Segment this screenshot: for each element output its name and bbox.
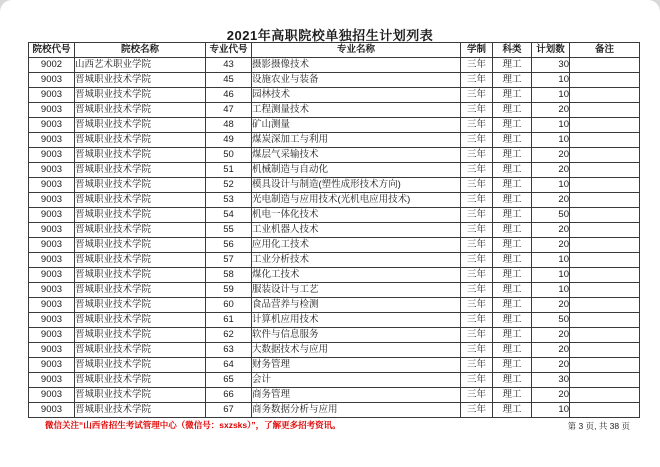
cell-college-code: 9003 [29,313,75,328]
table-row [29,358,640,373]
cell-college-code: 9003 [29,328,75,343]
cell-subject-type: 理工 [493,268,532,283]
header-plan-count: 计划数 [532,43,570,58]
cell-subject-type: 理工 [493,358,532,373]
cell-duration: 三年 [461,193,493,208]
table-row [29,88,640,103]
table-row [29,163,640,178]
cell-college-code: 9003 [29,178,75,193]
cell-duration: 三年 [461,268,493,283]
cell-college-name: 晋城职业技术学院 [75,163,206,178]
cell-subject-type: 理工 [493,223,532,238]
cell-major-name: 食品营养与检测 [252,298,461,313]
cell-plan-count: 50 [532,313,570,328]
table-row [29,133,640,148]
cell-duration: 三年 [461,103,493,118]
cell-college-name: 晋城职业技术学院 [75,193,206,208]
cell-duration: 三年 [461,133,493,148]
cell-remarks [570,118,640,133]
cell-remarks [570,343,640,358]
cell-remarks [570,298,640,313]
cell-duration: 三年 [461,358,493,373]
cell-college-name: 晋城职业技术学院 [75,148,206,163]
cell-major-name: 机械制造与自动化 [252,163,461,178]
cell-college-code: 9003 [29,163,75,178]
cell-subject-type: 理工 [493,298,532,313]
cell-remarks [570,238,640,253]
cell-remarks [570,208,640,223]
cell-major-code: 53 [206,193,252,208]
cell-college-code: 9003 [29,118,75,133]
cell-college-name: 晋城职业技术学院 [75,403,206,418]
cell-major-code: 65 [206,373,252,388]
cell-remarks [570,388,640,403]
cell-duration: 三年 [461,388,493,403]
cell-college-name: 晋城职业技术学院 [75,343,206,358]
cell-college-code: 9003 [29,253,75,268]
cell-plan-count: 10 [532,133,570,148]
cell-plan-count: 10 [532,73,570,88]
cell-major-code: 52 [206,178,252,193]
cell-remarks [570,178,640,193]
cell-major-name: 工业分析技术 [252,253,461,268]
cell-college-code: 9003 [29,358,75,373]
wechat-notice: 微信关注“山西省招生考试管理中心（微信号：sxzsks）”，了解更多招考资讯。 [45,420,341,430]
cell-remarks [570,133,640,148]
cell-subject-type: 理工 [493,178,532,193]
cell-subject-type: 理工 [493,253,532,268]
cell-college-name: 晋城职业技术学院 [75,313,206,328]
cell-major-code: 47 [206,103,252,118]
cell-college-name: 晋城职业技术学院 [75,208,206,223]
cell-major-code: 67 [206,403,252,418]
cell-major-code: 46 [206,88,252,103]
cell-college-name: 晋城职业技术学院 [75,178,206,193]
cell-college-code: 9003 [29,403,75,418]
cell-college-name: 晋城职业技术学院 [75,103,206,118]
cell-college-name: 晋城职业技术学院 [75,298,206,313]
cell-major-code: 57 [206,253,252,268]
table-row [29,403,640,418]
cell-college-name: 晋城职业技术学院 [75,223,206,238]
table-row [29,328,640,343]
cell-major-code: 66 [206,388,252,403]
cell-major-name: 园林技术 [252,88,461,103]
cell-subject-type: 理工 [493,388,532,403]
table-row [29,148,640,163]
cell-subject-type: 理工 [493,403,532,418]
cell-major-name: 矿山测量 [252,118,461,133]
cell-college-name: 晋城职业技术学院 [75,373,206,388]
cell-subject-type: 理工 [493,373,532,388]
table-row [29,223,640,238]
cell-plan-count: 10 [532,118,570,133]
cell-duration: 三年 [461,238,493,253]
cell-plan-count: 20 [532,328,570,343]
table-row [29,253,640,268]
cell-college-code: 9003 [29,73,75,88]
cell-major-code: 51 [206,163,252,178]
cell-subject-type: 理工 [493,118,532,133]
table-row [29,103,640,118]
cell-plan-count: 20 [532,238,570,253]
cell-major-name: 财务管理 [252,358,461,373]
cell-remarks [570,163,640,178]
cell-duration: 三年 [461,313,493,328]
cell-subject-type: 理工 [493,148,532,163]
cell-plan-count: 20 [532,358,570,373]
cell-college-code: 9003 [29,148,75,163]
cell-major-code: 59 [206,283,252,298]
cell-major-code: 60 [206,298,252,313]
cell-major-name: 大数据技术与应用 [252,343,461,358]
cell-plan-count: 10 [532,253,570,268]
cell-major-code: 54 [206,208,252,223]
cell-college-name: 山西艺术职业学院 [75,58,206,73]
cell-college-code: 9003 [29,103,75,118]
cell-subject-type: 理工 [493,58,532,73]
header-college-name: 院校名称 [75,43,206,58]
table-header [29,43,640,58]
cell-major-code: 55 [206,223,252,238]
cell-subject-type: 理工 [493,163,532,178]
cell-subject-type: 理工 [493,343,532,358]
cell-college-code: 9003 [29,133,75,148]
cell-remarks [570,103,640,118]
cell-remarks [570,403,640,418]
cell-major-name: 软件与信息服务 [252,328,461,343]
cell-major-name: 煤炭深加工与利用 [252,133,461,148]
cell-major-code: 49 [206,133,252,148]
cell-remarks [570,88,640,103]
cell-major-name: 计算机应用技术 [252,313,461,328]
cell-major-code: 50 [206,148,252,163]
cell-plan-count: 20 [532,103,570,118]
cell-duration: 三年 [461,373,493,388]
header-subject-type: 科类 [493,43,532,58]
cell-remarks [570,268,640,283]
table-row [29,373,640,388]
cell-plan-count: 10 [532,88,570,103]
cell-subject-type: 理工 [493,328,532,343]
plan-table-body [29,58,640,418]
table-row [29,118,640,133]
cell-major-code: 63 [206,343,252,358]
cell-college-name: 晋城职业技术学院 [75,118,206,133]
cell-remarks [570,193,640,208]
cell-plan-count: 10 [532,268,570,283]
cell-subject-type: 理工 [493,283,532,298]
cell-college-code: 9003 [29,343,75,358]
table-row [29,298,640,313]
cell-remarks [570,58,640,73]
cell-college-name: 晋城职业技术学院 [75,253,206,268]
cell-remarks [570,223,640,238]
cell-college-code: 9003 [29,193,75,208]
cell-major-code: 58 [206,268,252,283]
cell-college-code: 9003 [29,268,75,283]
table-row [29,313,640,328]
table-row [29,58,640,73]
cell-college-code: 9003 [29,373,75,388]
cell-college-code: 9003 [29,208,75,223]
cell-major-code: 43 [206,58,252,73]
page-title: 2021年高职院校单独招生计划列表 [226,28,434,43]
cell-plan-count: 20 [532,148,570,163]
cell-college-code: 9003 [29,238,75,253]
cell-plan-count: 20 [532,388,570,403]
cell-plan-count: 30 [532,373,570,388]
cell-remarks [570,358,640,373]
cell-major-name: 煤化工技术 [252,268,461,283]
cell-remarks [570,148,640,163]
cell-subject-type: 理工 [493,73,532,88]
table-row [29,238,640,253]
cell-college-name: 晋城职业技术学院 [75,73,206,88]
cell-college-name: 晋城职业技术学院 [75,238,206,253]
table-row [29,193,640,208]
cell-duration: 三年 [461,148,493,163]
cell-subject-type: 理工 [493,103,532,118]
table-row [29,208,640,223]
table-row [29,178,640,193]
cell-major-name: 设施农业与装备 [252,73,461,88]
cell-college-name: 晋城职业技术学院 [75,358,206,373]
cell-remarks [570,313,640,328]
cell-duration: 三年 [461,58,493,73]
cell-major-name: 光电制造与应用技术(光机电应用技术) [252,193,461,208]
cell-remarks [570,253,640,268]
table-row [29,283,640,298]
cell-duration: 三年 [461,178,493,193]
header-duration: 学制 [461,43,493,58]
cell-plan-count: 20 [532,223,570,238]
cell-college-name: 晋城职业技术学院 [75,88,206,103]
cell-duration: 三年 [461,253,493,268]
cell-duration: 三年 [461,343,493,358]
enrollment-plan-table [28,42,640,418]
cell-college-name: 晋城职业技术学院 [75,328,206,343]
cell-remarks [570,328,640,343]
cell-college-code: 9003 [29,88,75,103]
cell-duration: 三年 [461,223,493,238]
cell-major-name: 机电一体化技术 [252,208,461,223]
cell-remarks [570,73,640,88]
cell-college-code: 9003 [29,388,75,403]
cell-major-name: 应用化工技术 [252,238,461,253]
cell-college-code: 9003 [29,298,75,313]
cell-plan-count: 50 [532,208,570,223]
cell-plan-count: 10 [532,403,570,418]
cell-plan-count: 30 [532,58,570,73]
table-row [29,268,640,283]
cell-subject-type: 理工 [493,88,532,103]
cell-subject-type: 理工 [493,133,532,148]
cell-college-code: 9002 [29,58,75,73]
cell-subject-type: 理工 [493,238,532,253]
cell-plan-count: 10 [532,283,570,298]
cell-subject-type: 理工 [493,193,532,208]
cell-college-name: 晋城职业技术学院 [75,268,206,283]
cell-major-name: 会计 [252,373,461,388]
cell-college-name: 晋城职业技术学院 [75,283,206,298]
cell-remarks [570,373,640,388]
header-college-code: 院校代号 [29,43,75,58]
cell-major-code: 61 [206,313,252,328]
cell-major-name: 商务管理 [252,388,461,403]
cell-duration: 三年 [461,403,493,418]
cell-plan-count: 20 [532,193,570,208]
table-row [29,343,640,358]
cell-duration: 三年 [461,283,493,298]
cell-remarks [570,283,640,298]
cell-major-code: 48 [206,118,252,133]
cell-major-name: 煤层气采输技术 [252,148,461,163]
cell-duration: 三年 [461,73,493,88]
header-row [29,43,640,58]
cell-college-name: 晋城职业技术学院 [75,133,206,148]
cell-plan-count: 20 [532,163,570,178]
cell-duration: 三年 [461,328,493,343]
cell-college-code: 9003 [29,223,75,238]
cell-duration: 三年 [461,88,493,103]
cell-college-name: 晋城职业技术学院 [75,388,206,403]
cell-duration: 三年 [461,298,493,313]
cell-plan-count: 20 [532,298,570,313]
cell-plan-count: 20 [532,343,570,358]
cell-college-code: 9003 [29,283,75,298]
cell-major-code: 56 [206,238,252,253]
header-remarks: 备注 [570,43,640,58]
cell-major-code: 64 [206,358,252,373]
cell-duration: 三年 [461,118,493,133]
cell-major-name: 摄影摄像技术 [252,58,461,73]
header-major-code: 专业代号 [206,43,252,58]
cell-major-name: 工业机器人技术 [252,223,461,238]
cell-major-name: 工程测量技术 [252,103,461,118]
table-row [29,73,640,88]
cell-major-name: 服装设计与工艺 [252,283,461,298]
cell-duration: 三年 [461,208,493,223]
cell-major-name: 商务数据分析与应用 [252,403,461,418]
cell-major-code: 62 [206,328,252,343]
cell-plan-count: 10 [532,178,570,193]
cell-subject-type: 理工 [493,313,532,328]
cell-major-code: 45 [206,73,252,88]
header-major-name: 专业名称 [252,43,461,58]
cell-duration: 三年 [461,163,493,178]
cell-subject-type: 理工 [493,208,532,223]
table-row [29,388,640,403]
cell-major-name: 模具设计与制造(塑性成形技术方向) [252,178,461,193]
page-number: 第 3 页, 共 38 页 [567,421,630,431]
